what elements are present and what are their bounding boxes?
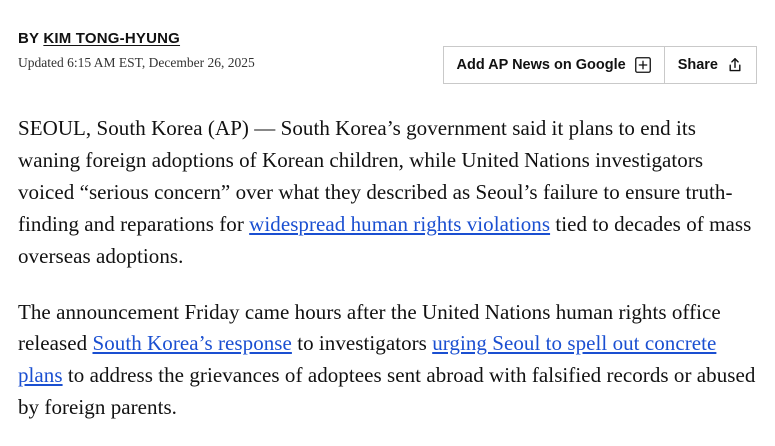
paragraph-2-text-part-3: to address the grievances of adoptees sent abroad with falsified records or abused by foreign parents. (18, 363, 756, 420)
article-header (18, 0, 757, 84)
paragraph-1-text-part-2: tied to decades of mass overseas adoptions. (18, 211, 752, 268)
byline-block (18, 30, 255, 71)
share-button[interactable] (664, 46, 757, 84)
byline-author-link[interactable]: KIM TONG-HYUNG (43, 30, 181, 47)
link-south-koreas-response[interactable]: South Korea’s response (92, 331, 292, 356)
share-label: Share (677, 56, 718, 73)
paragraph-2-text-part-2: to investigators (291, 331, 433, 356)
article-body (18, 113, 757, 424)
add-ap-news-on-google-button[interactable] (443, 46, 664, 84)
updated-timestamp: Updated 6:15 AM EST, December 26, 2025 (18, 55, 255, 70)
link-widespread-human-rights-violations[interactable]: widespread human rights violations (249, 211, 551, 236)
byline-by-label: BY (18, 30, 39, 47)
article-paragraph-2 (18, 297, 757, 425)
byline (18, 30, 255, 48)
share-icon (727, 57, 743, 73)
google-news-add-icon (635, 57, 651, 73)
article-paragraph-1 (18, 113, 757, 273)
paragraph-2-text-part-1: The announcement Friday came hours after the United Nations human rights office released (18, 299, 721, 356)
link-urging-seoul-to-spell-out-concrete-plans[interactable]: urging Seoul to spell out concrete plans (18, 331, 717, 388)
add-ap-news-on-google-label: Add AP News on Google (456, 56, 626, 73)
article-actions (443, 46, 758, 84)
paragraph-1-text-part-1: SEOUL, South Korea (AP) — South Korea’s government said it plans to end its waning foreign adoptions of Korean children, while United Nations investigators voiced “serious concern” over what they described as Seoul’s failure to ensure truth-finding and reparations for (18, 116, 733, 236)
